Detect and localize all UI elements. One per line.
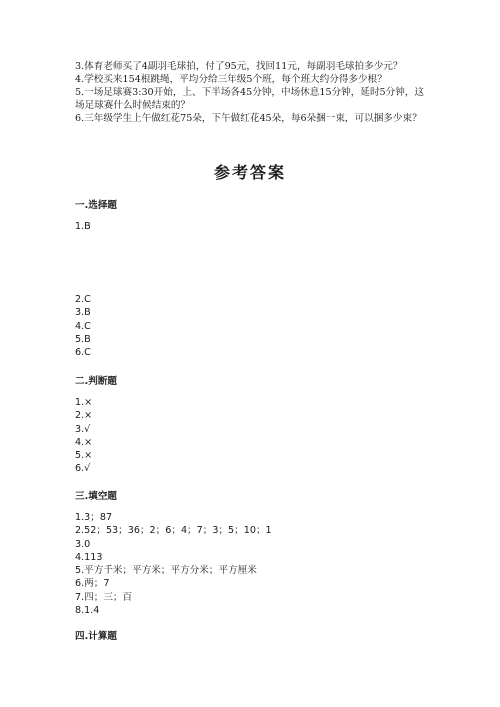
answer-line: 4.C [75, 320, 91, 332]
section-choice-title: 一.选择题 [75, 200, 118, 211]
answers-title: 参考答案 [213, 163, 286, 182]
answer-line: 7.四；三；百 [75, 591, 133, 603]
answer-line: 3.0 [75, 538, 91, 550]
answer-line: 4.113 [75, 551, 103, 563]
answer-line: 3.B [75, 307, 91, 319]
answer-line: 3.√ [75, 423, 91, 435]
problem-3: 3.体育老师买了4副羽毛球拍，付了95元，找回11元，每副羽毛球拍多少元？ [75, 61, 403, 72]
choice-answer-1 [75, 220, 91, 233]
answer-line: 2.C [75, 294, 91, 305]
answer-line: 1.B [75, 221, 91, 232]
problem-6: 6.三年级学生上午做红花75朵，下午做红花45朵，每6朵捆一束，可以捆多少束？ [75, 113, 422, 124]
answer-line: 6.C [75, 347, 91, 359]
answer-line: 5.× [75, 450, 93, 462]
answer-line: 1.× [75, 397, 93, 408]
answer-line: 2.× [75, 410, 93, 422]
answer-line: 8.1.4 [75, 605, 100, 617]
problem-4: 4.学校买来154根跳绳，平均分给三年级5个班，每个班大约分得多少根？ [75, 74, 387, 85]
fill-answers [75, 511, 272, 617]
answer-line: 4.× [75, 436, 93, 448]
answer-line: 6.两；7 [75, 578, 110, 590]
answer-line: 5.平方千米；平方米；平方分米；平方厘米 [75, 565, 257, 577]
section-judge-title: 二.判断题 [75, 376, 118, 387]
problem-list [75, 60, 425, 125]
judge-answers [75, 396, 92, 476]
choice-answers-rest [75, 293, 91, 359]
section-calc-title: 四.计算题 [75, 631, 118, 642]
section-fill-title: 三.填空题 [75, 491, 118, 502]
answer-line: 1.3；87 [75, 512, 113, 523]
answer-line: 2.52；53；36；2；6；4；7；3；5；10；1 [75, 525, 272, 537]
answer-line: 6.√ [75, 463, 91, 475]
problem-5: 5.一场足球赛3:30开始，上、下半场各45分钟，中场休息15分钟，延时5分钟，这场足球赛什么时候结束的？ [75, 87, 425, 111]
answer-line: 5.B [75, 333, 91, 345]
